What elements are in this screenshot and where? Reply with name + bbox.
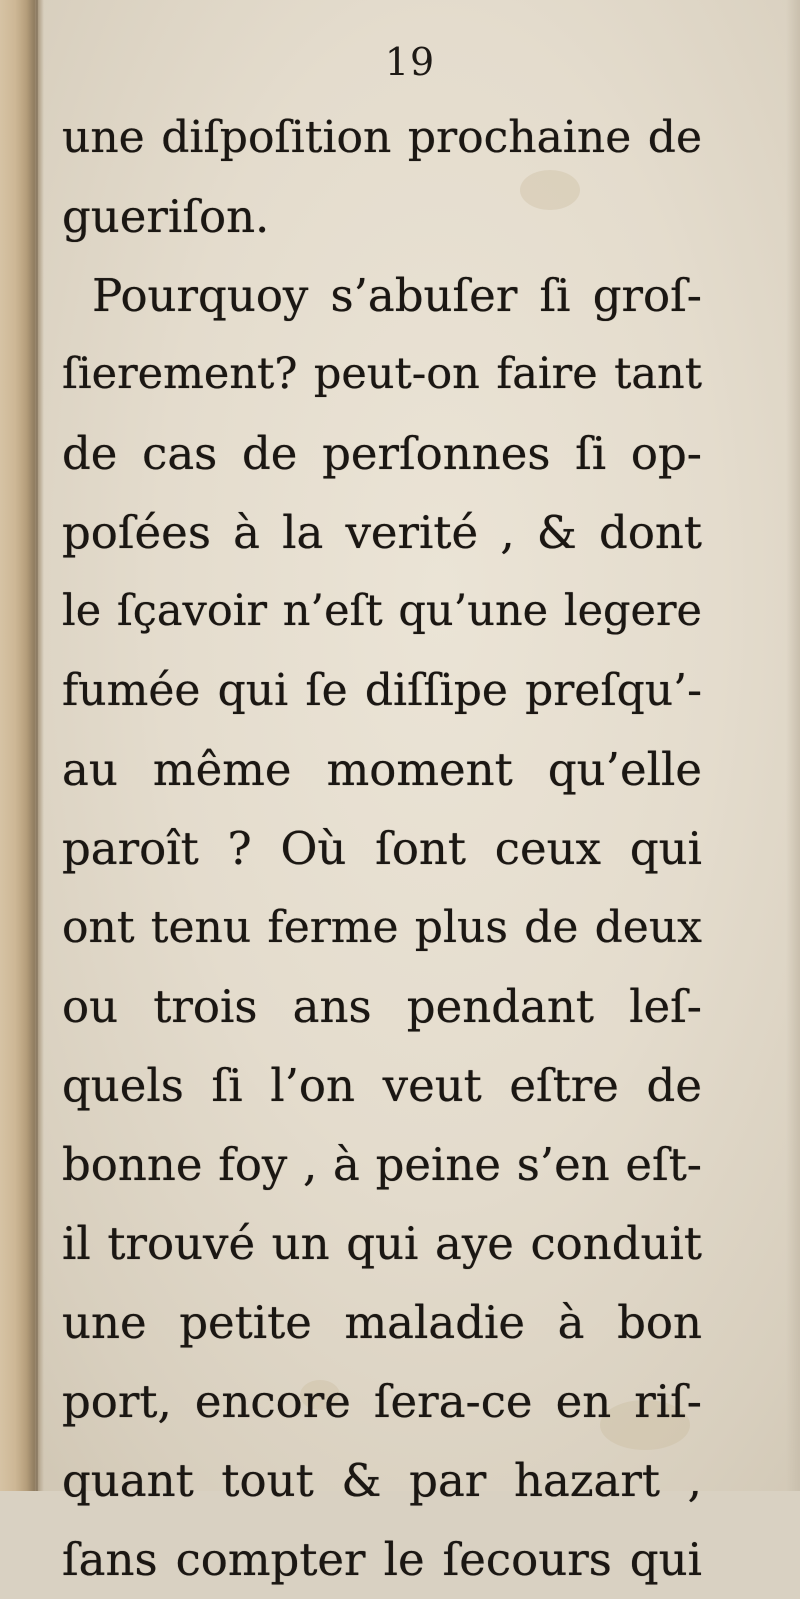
page-number: 19 [384,40,436,84]
text-line: quels ſi l’on veut eſtre de [62,1059,702,1112]
body-text [62,98,702,1599]
text-line: le ſçavoir n’eſt qu’une legere [62,586,702,636]
right-page-edge [786,0,800,1491]
text-line: ſans compter le ſecours qui [62,1533,702,1586]
page-edge-line [36,0,38,1491]
text-line: une petite maladie à bon [62,1296,702,1349]
text-line: paroît ? Où ſont ceux qui [62,822,702,875]
text-line: gueriſon. [62,190,270,243]
text-line: quant tout & par hazart , [62,1454,702,1507]
text-line: il trouvé un qui aye conduit [62,1217,702,1270]
text-line: au même moment qu’elle [62,743,702,796]
text-line: port, encore ſera-ce en riſ- [62,1375,702,1428]
text-line: bonne foy , à peine s’en eſt- [62,1138,702,1191]
text-line: ont tenu ferme plus de deux [62,902,702,953]
text-line: Pourquoy s’abuſer ſi groſ- [92,269,702,322]
text-line: ſierement? peut-on faire tant [62,349,702,399]
text-line: poſées à la verité , & dont [62,506,702,559]
text-line: ou trois ans pendant leſ- [62,980,702,1033]
text-line: une diſpoſition prochaine de [62,112,702,163]
text-line: fumée qui ſe diſſipe preſqu’- [62,665,702,716]
text-line: de cas de perſonnes ſi op- [62,427,702,480]
